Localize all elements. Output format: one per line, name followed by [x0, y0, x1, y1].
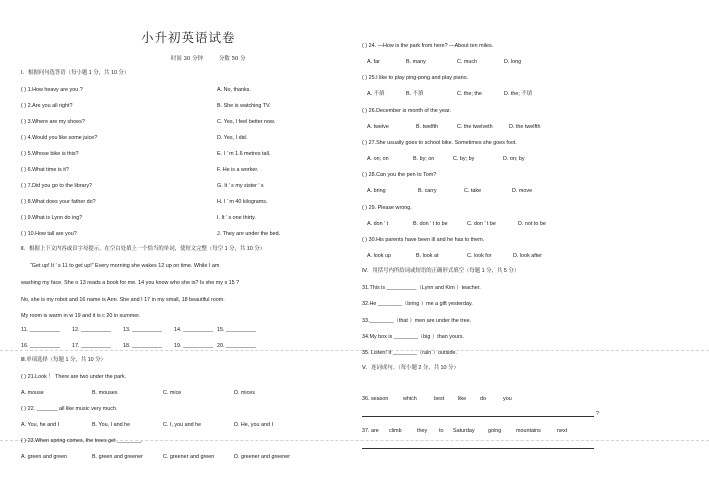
fill-question-31: 31.This is __________（Lynn and Kim ）teacher.: [362, 285, 481, 291]
choice-c: C. much: [457, 59, 478, 65]
section-4-heading: Ⅳ．用括号内所给词或短语的正确形式填空（每题 1 分，共 5 分）: [362, 268, 520, 274]
choice-b: B. carry: [418, 188, 437, 194]
question-stem: ( ) 21.Look ！ There are two under the park.: [21, 374, 127, 380]
question-stem: ( ) 29. Please wrong.: [362, 205, 412, 211]
choice-b: B. 不填: [406, 91, 424, 97]
answer-blank[interactable]: 16. __________: [21, 343, 60, 349]
choice-c: C. don ’ t be: [467, 221, 496, 227]
choice-b: B. You, I and he: [92, 422, 131, 428]
passage-line: washing my face. She o 13 reads a book for me. 14 you know who she is? Is she my s 15 ?: [21, 280, 240, 286]
choice-c: C. the; the: [457, 91, 482, 97]
choice-c: C. take: [464, 188, 482, 194]
left-column: [20, 0, 355, 500]
question-2: ( ) 2.Are you all right?: [21, 103, 73, 109]
question-stem: ( ) 23.When spring comes, the trees get ________.: [21, 438, 143, 444]
choice-b: B. many: [406, 59, 426, 65]
choice-d: D. on; by: [503, 156, 525, 162]
scrambled-word: you: [503, 396, 512, 402]
choice-d: D. move: [512, 188, 533, 194]
total-score: 分数 50 分: [219, 56, 246, 62]
choice-c: C. the twelveth: [457, 124, 493, 130]
scrambled-word: like: [458, 396, 467, 402]
answer-option: J. They are under the bed.: [217, 231, 281, 237]
section-2-heading: Ⅱ．根据上下文内容或首字母提示，在空白处填上一个恰当的单词，使短文完整（每空 1 分，共 10 分）: [21, 246, 266, 252]
choice-d: D. He, you and I: [234, 422, 273, 428]
scrambled-word: Saturday: [453, 428, 475, 434]
question-stem: ( ) 24. —How is the park from here? —About ten miles.: [362, 43, 494, 49]
time-limit: 时间 30 分钟: [171, 56, 203, 62]
choice-a: A. bring: [367, 188, 386, 194]
choice-a: A. don ’ t: [367, 221, 389, 227]
exam-title: 小升初英语试卷: [141, 30, 236, 45]
scrambled-word: to: [439, 428, 444, 434]
passage-line: “Get up! It ’ s 11 to get up!” Every morning she wakes 12 up on time. While I am: [30, 263, 220, 269]
question-stem: ( ) 27.She usually goes to school bike. Sometimes she goes foot.: [362, 140, 517, 146]
answer-blank[interactable]: 19. __________: [174, 343, 213, 349]
answer-option: D. Yes, I did.: [217, 135, 248, 141]
choice-d: D. greener and greener: [234, 454, 291, 460]
scrambled-word: do: [480, 396, 486, 402]
answer-option: H. I ’ m 40 kilograms.: [217, 199, 268, 205]
answer-option: A. No, thanks.: [217, 87, 251, 93]
answer-blank[interactable]: 18. __________: [123, 343, 162, 349]
question-10: ( ) 10.How tall are you?: [21, 231, 77, 237]
choice-b: B. by; on: [413, 156, 435, 162]
question-5: ( ) 5.Whose bike is this?: [21, 151, 79, 157]
choice-b: B. don ’ t to be: [413, 221, 448, 227]
question-4: ( ) 4.Would you like some juice?: [21, 135, 98, 141]
choice-a: A. You, he and I: [21, 422, 60, 428]
scrambled-word: climb: [389, 428, 402, 434]
choice-c: C. look for: [467, 253, 492, 259]
scrambled-word: which: [403, 396, 417, 402]
answer-blank[interactable]: 11. __________: [21, 327, 60, 333]
passage-line: No, she is my robot and 16 name is Ann. She and I 17 in my small, 18 beautiful room.: [21, 297, 225, 303]
answer-line[interactable]: [362, 416, 594, 417]
question-6: ( ) 6.What time is it?: [21, 167, 69, 173]
choice-b: B. green and greener: [92, 454, 143, 460]
question-9: ( ) 9.What is Lynn do ing?: [21, 215, 83, 221]
answer-blank[interactable]: 13. __________: [123, 327, 162, 333]
answer-line[interactable]: [362, 448, 594, 449]
answer-blank[interactable]: 12. __________: [72, 327, 111, 333]
choice-c: C. mice: [163, 390, 182, 396]
choice-d: D. the twelfth: [509, 124, 541, 130]
choice-d: D. the; 不填: [504, 91, 533, 97]
choice-a: A. on; on: [367, 156, 389, 162]
choice-a: A. far: [367, 59, 380, 65]
choice-b: B. mouses: [92, 390, 118, 396]
answer-blank[interactable]: 17. __________: [72, 343, 111, 349]
right-column: [361, 0, 706, 500]
choice-a: A. look up: [367, 253, 391, 259]
choice-d: D. mices: [234, 390, 255, 396]
choice-a: A. mouse: [21, 390, 44, 396]
choice-a: A. twelve: [367, 124, 389, 130]
fill-question-32: 32.He ________（bring ）me a gift yesterday.: [362, 301, 473, 307]
question-stem: ( ) 26.December is month of the year.: [362, 108, 451, 114]
fill-question-34: 34.My box is ________（big ）than yours.: [362, 334, 464, 340]
answer-option: E. I ’ m 1.6 metres tall.: [217, 151, 271, 157]
fill-question-33: 33.________（that ）men are under the tree.: [362, 318, 472, 324]
choice-b: B. twelfth: [416, 124, 439, 130]
question-8: ( ) 8.What does your father do?: [21, 199, 96, 205]
question-stem: ( ) 22. _______ all like music very much.: [21, 406, 118, 412]
choice-d: D. not to be: [518, 221, 546, 227]
choice-d: D. long: [504, 59, 522, 65]
answer-blank[interactable]: 15. __________: [217, 327, 256, 333]
answer-blank[interactable]: 14. __________: [174, 327, 213, 333]
scrambled-word: they: [417, 428, 428, 434]
answer-option: I. It ’ s one thirty.: [217, 215, 256, 221]
scrambled-word: 37. are: [362, 428, 379, 434]
question-1: ( ) 1.How heavy are you ?: [21, 87, 83, 93]
choice-d: D. look after: [513, 253, 543, 259]
question-stem: ( ) 25.I like to play ping-pong and play piano.: [362, 75, 469, 81]
fill-question-35: 35. Listen! It ________（rain ）outside.: [362, 350, 457, 356]
choice-c: C. greener and green: [163, 454, 215, 460]
scrambled-word: next: [557, 428, 568, 434]
passage-line: My room is warm in w 19 and it is c 20 in summer.: [21, 313, 141, 319]
section-5-heading: Ⅴ．连词成句。（每小题 2 分，共 10 分）: [362, 365, 459, 371]
choice-c: C. by; by: [453, 156, 475, 162]
scrambled-word: mountains: [516, 428, 541, 434]
choice-a: A. green and green: [21, 454, 68, 460]
answer-blank[interactable]: 20. __________: [217, 343, 256, 349]
question-stem: ( ) 30.His parents have been ill and he has to them.: [362, 237, 485, 243]
section-3-heading: Ⅲ.单项选择（每题 1 分，共 10 分）: [21, 357, 106, 363]
section-1-heading: Ⅰ．根据问句选答语（每小题 1 分，共 10 分）: [21, 70, 130, 76]
answer-option: C. Yes, I feel better now.: [217, 119, 276, 125]
choice-b: B. look at: [416, 253, 439, 259]
answer-option: G. It ’ s my sister ’ s: [217, 183, 264, 189]
answer-option: F. He is a worker.: [217, 167, 259, 173]
choice-c: C. I, you and he: [163, 422, 202, 428]
choice-a: A. 不填: [367, 91, 385, 97]
scrambled-word: best: [434, 396, 445, 402]
scrambled-word: 36. season: [362, 396, 389, 402]
question-3: ( ) 3.Where are my shoes?: [21, 119, 85, 125]
answer-option: B. She is watching TV.: [217, 103, 271, 109]
question-7: ( ) 7.Did you go to the library?: [21, 183, 93, 189]
question-stem: ( ) 28.Can you the pen to Tom?: [362, 172, 437, 178]
scrambled-word: going: [488, 428, 502, 434]
question-mark: ?: [596, 411, 599, 417]
